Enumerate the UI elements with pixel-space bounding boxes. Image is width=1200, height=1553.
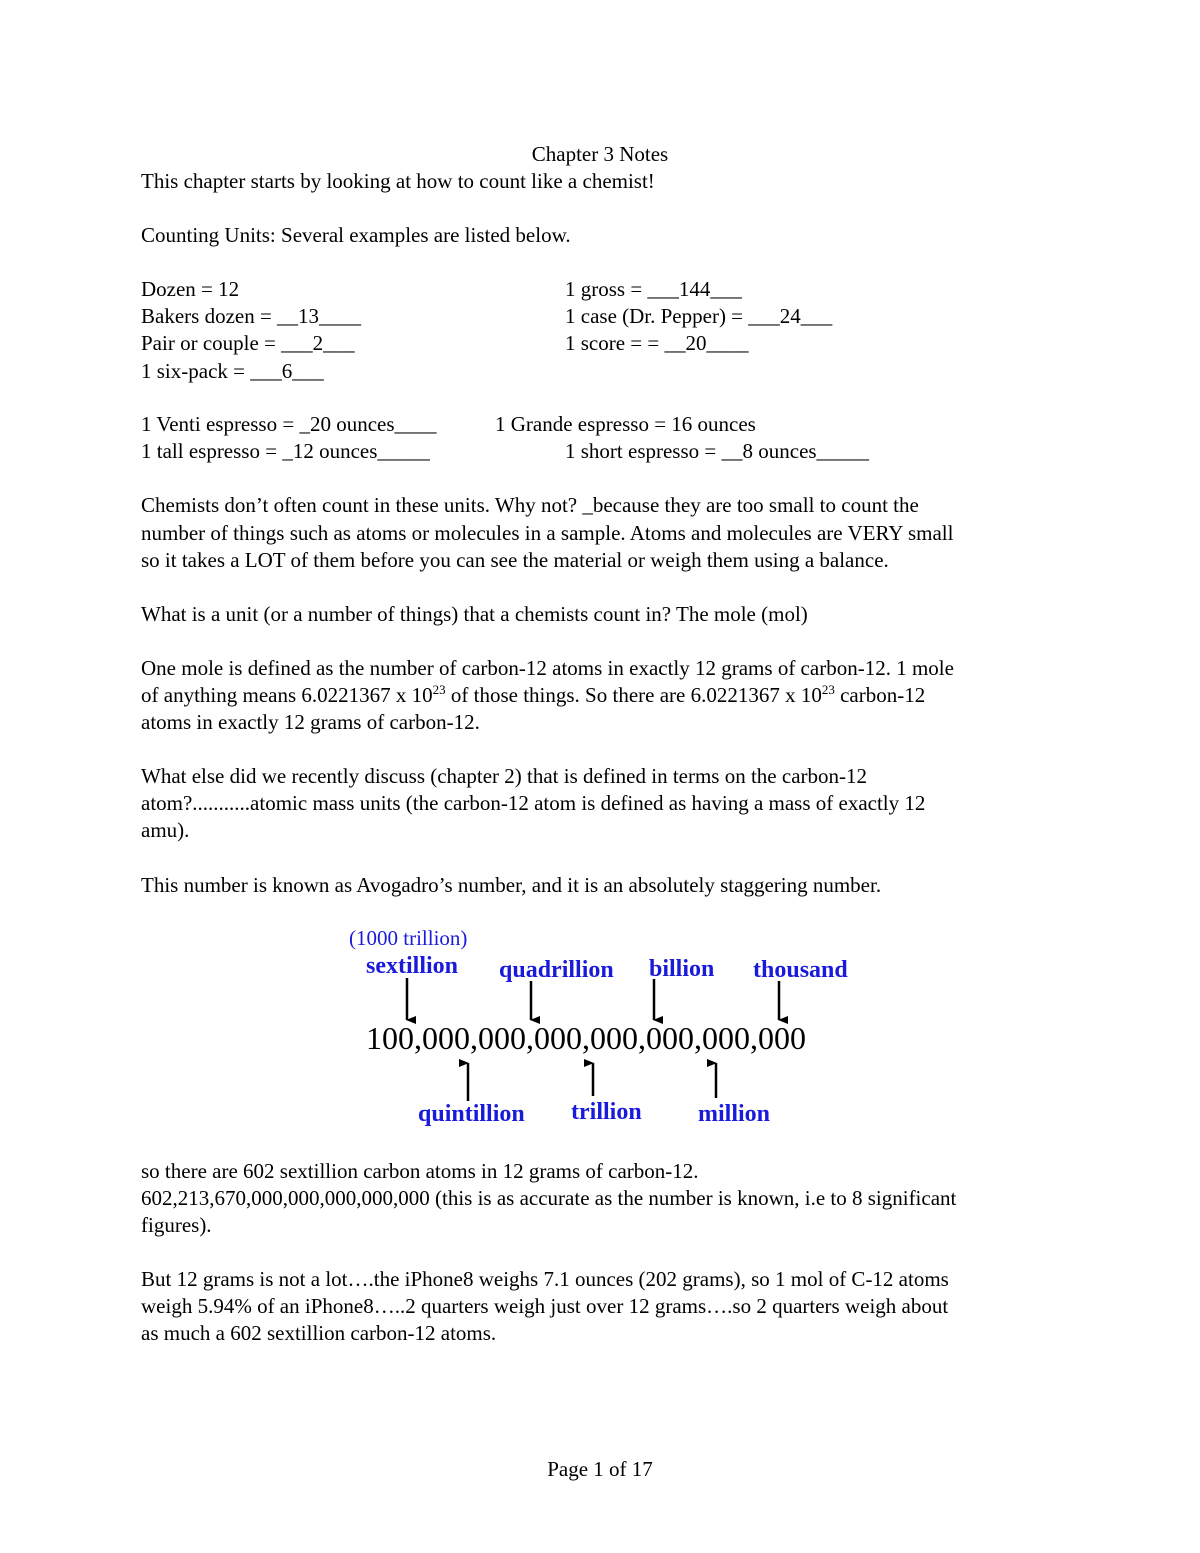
page-footer: Page 1 of 17 [547, 1457, 653, 1481]
label-sextillion: sextillion [366, 953, 459, 979]
label-million: million [698, 1101, 771, 1127]
big-number: 100,000,000,000,000,000,000,000 [366, 1020, 806, 1056]
label-trillion: trillion [571, 1099, 642, 1125]
label-thousand: thousand [753, 957, 848, 983]
exponent-2: 23 [821, 682, 835, 697]
intro-text: This chapter starts by looking at how to count like a chemist! [141, 169, 655, 193]
espresso-tall: 1 tall espresso = _12 ounces_____ [141, 439, 430, 463]
para-602-3: figures). [141, 1213, 212, 1237]
unit-score: 1 score = = __20____ [565, 331, 749, 355]
para-amu-2: atom?...........atomic mass units (the carbon-12 atom is defined as having a mass of exactly 12 [141, 791, 926, 815]
para-iphone-1: But 12 grams is not a lot….the iPhone8 weighs 7.1 ounces (202 grams), so 1 mol of C-12 atoms [141, 1267, 949, 1291]
espresso-short: 1 short espresso = __8 ounces_____ [565, 439, 870, 463]
unit-pair: Pair or couple = ___2___ [141, 331, 355, 355]
unit-bakers-dozen: Bakers dozen = __13____ [141, 304, 362, 328]
espresso-venti: 1 Venti espresso = _20 ounces____ [141, 412, 437, 436]
para-chemists-2: number of things such as atoms or molecules in a sample. Atoms and molecules are VERY small [141, 521, 954, 545]
para-mole-2 [141, 682, 925, 709]
exponent-1: 23 [432, 682, 446, 697]
para-chemists-1: Chemists don’t often count in these units. Why not? _because they are too small to count the [141, 493, 919, 517]
para-mole-1: One mole is defined as the number of carbon-12 atoms in exactly 12 grams of carbon-12. 1 mole [141, 656, 954, 680]
para-avogadro: This number is known as Avogadro’s number, and it is an absolutely staggering number. [141, 873, 882, 897]
unit-case: 1 case (Dr. Pepper) = ___24___ [565, 304, 833, 328]
paren-note: (1000 trillion) [349, 926, 468, 950]
para-iphone-2: weigh 5.94% of an iPhone8…..2 quarters weigh just over 12 grams….so 2 quarters weigh about [141, 1294, 949, 1318]
para-amu-1: What else did we recently discuss (chapter 2) that is defined in terms on the carbon-12 [141, 764, 868, 788]
para-mole-2b: of those things. So there are 6.0221367 x 10 [445, 683, 822, 707]
para-mole-3: atoms in exactly 12 grams of carbon-12. [141, 710, 480, 734]
label-billion: billion [649, 956, 715, 982]
unit-six-pack: 1 six-pack = ___6___ [141, 359, 324, 383]
label-quadrillion: quadrillion [499, 957, 614, 983]
para-iphone-3: as much a 602 sextillion carbon-12 atoms. [141, 1321, 497, 1345]
unit-gross: 1 gross = ___144___ [565, 277, 742, 301]
label-quintillion: quintillion [418, 1101, 525, 1127]
number-place-diagram [330, 915, 890, 1145]
para-mole-2a: of anything means 6.0221367 x 10 [141, 683, 433, 707]
para-chemists-3: so it takes a LOT of them before you can see the material or weigh them using a balance. [141, 548, 889, 572]
para-amu-3: amu). [141, 818, 190, 842]
para-602-1: so there are 602 sextillion carbon atoms in 12 grams of carbon-12. [141, 1159, 699, 1183]
para-unit: What is a unit (or a number of things) that a chemists count in? The mole (mol) [141, 602, 808, 626]
counting-units-heading: Counting Units: Several examples are listed below. [141, 223, 571, 247]
espresso-grande: 1 Grande espresso = 16 ounces [495, 412, 756, 436]
para-mole-2c: carbon-12 [834, 683, 926, 707]
page-title: Chapter 3 Notes [531, 142, 669, 166]
para-602-2: 602,213,670,000,000,000,000,000 (this is as accurate as the number is known, i.e to 8 significant [141, 1186, 957, 1210]
unit-dozen: Dozen = 12 [141, 277, 240, 301]
